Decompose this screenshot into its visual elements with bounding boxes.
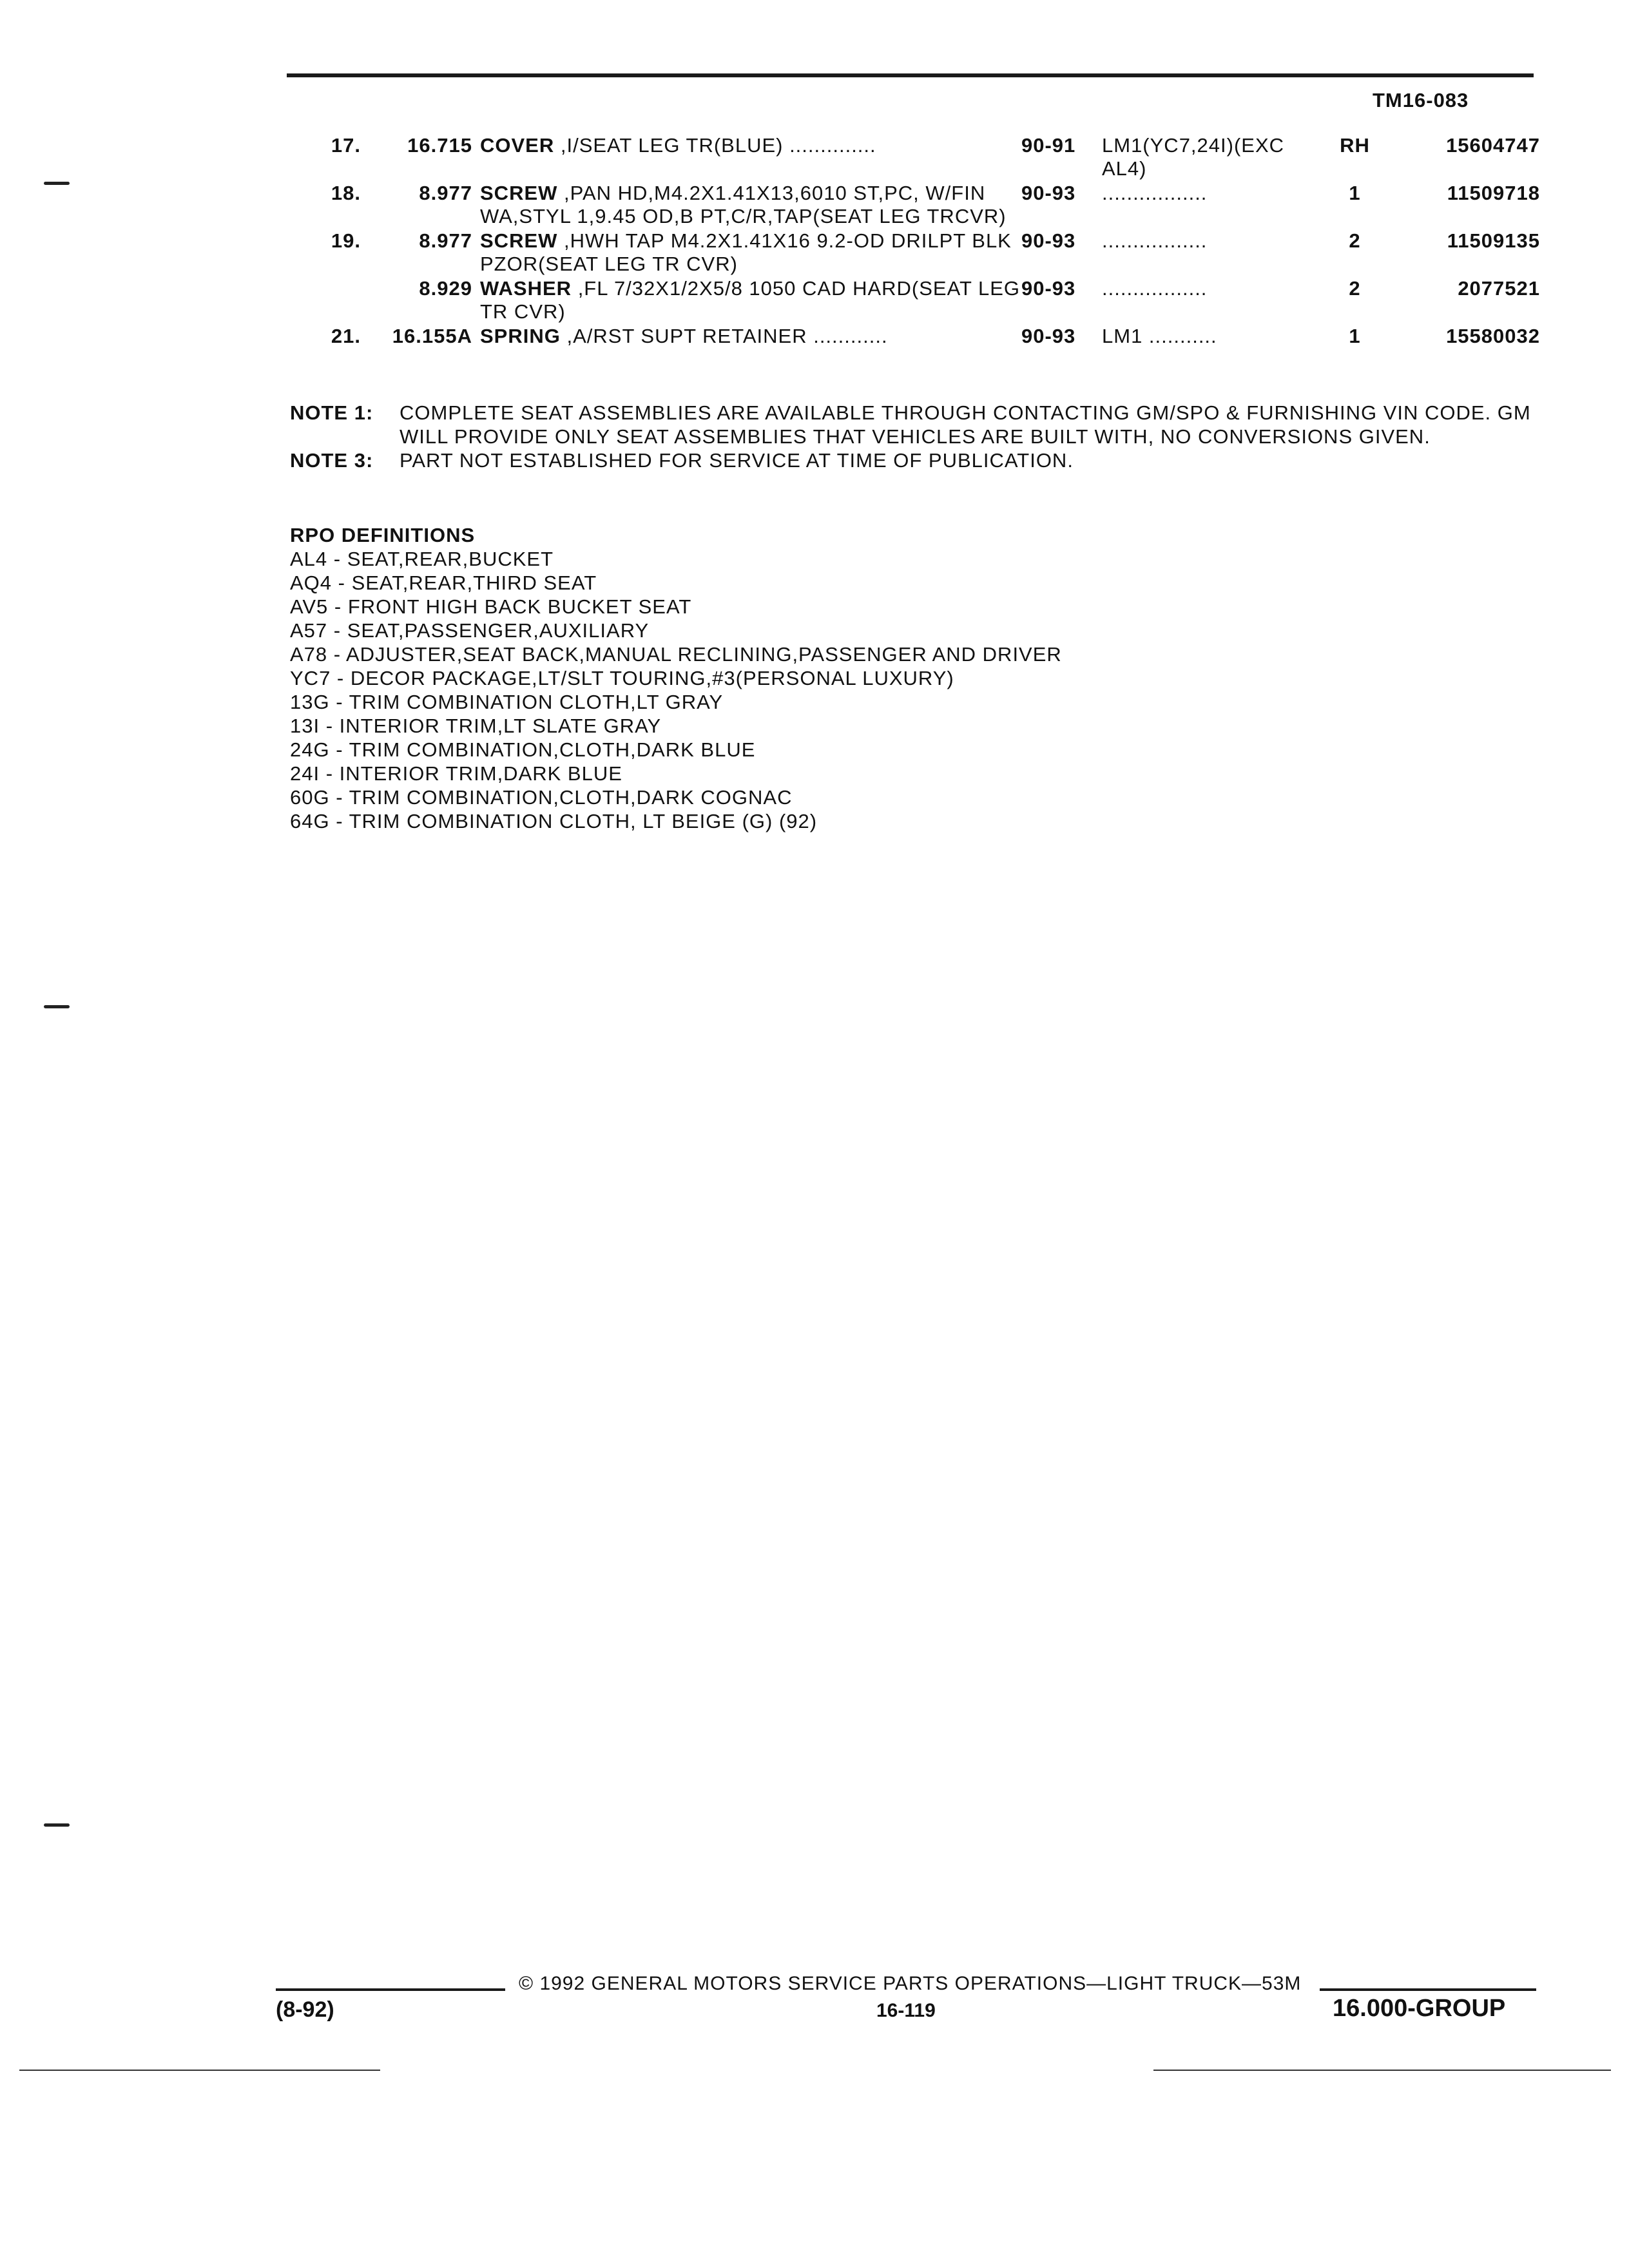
rpo-item: 13I - INTERIOR TRIM,LT SLATE GRAY [290, 715, 662, 737]
document-id: TM16-083 [1373, 89, 1469, 111]
fig-number: 17. [331, 134, 361, 157]
footer-copyright: © 1992 GENERAL MOTORS SERVICE PARTS OPERATIONS—LIGHT TRUCK—53M [519, 1973, 1302, 1994]
group-number: 8.929 [419, 277, 472, 300]
note-label: NOTE 3: [290, 449, 374, 472]
top-rule [287, 73, 1534, 77]
part-description [480, 325, 1021, 349]
fig-number: 19. [331, 229, 361, 252]
footer-group: 16.000-GROUP [1333, 1995, 1506, 2022]
rpo-item: AL4 - SEAT,REAR,BUCKET [290, 548, 554, 570]
part-name: WASHER [480, 277, 572, 300]
part-number: 2077521 [1458, 277, 1540, 300]
part-detail: ,HWH TAP M4.2X1.41X16 9.2-OD DRILPT BLK PZOR(SEAT LEG TR CVR) [480, 229, 1012, 275]
page-number: 16-119 [876, 2000, 936, 2021]
rpo-item: 64G - TRIM COMBINATION CLOTH, LT BEIGE (G) (92) [290, 810, 818, 832]
fig-number: 18. [331, 182, 361, 204]
part-number: 15580032 [1446, 325, 1540, 347]
footer-rule [1320, 1988, 1536, 1991]
binder-hole-mark [44, 1823, 70, 1827]
table-row [290, 182, 1540, 229]
parts-table [290, 134, 1540, 349]
part-description [480, 182, 1021, 229]
quantity: 1 [1349, 182, 1361, 204]
part-detail: ,PAN HD,M4.2X1.41X13,6010 ST,PC, W/FIN WA,STYL 1,9.45 OD,B PT,C/R,TAP(SEAT LEG TRCVR) [480, 182, 1007, 227]
usage-code: ................. [1102, 229, 1208, 252]
rpo-title: RPO DEFINITIONS [290, 524, 476, 546]
binder-hole-mark [44, 182, 70, 185]
quantity: 2 [1349, 229, 1361, 252]
part-name: COVER [480, 134, 555, 157]
part-number: 11509718 [1447, 182, 1540, 204]
usage-code: LM1(YC7,24I)(EXC AL4) [1102, 134, 1285, 180]
group-number: 8.977 [419, 229, 472, 252]
model-years: 90-93 [1021, 277, 1076, 300]
rpo-item: 24I - INTERIOR TRIM,DARK BLUE [290, 762, 622, 785]
fig-number: 21. [331, 325, 361, 347]
note-label: NOTE 1: [290, 401, 374, 424]
usage-code: ................. [1102, 182, 1208, 204]
part-detail: ,FL 7/32X1/2X5/8 1050 CAD HARD(SEAT LEG TR CVR) [480, 277, 1020, 323]
note-text: PART NOT ESTABLISHED FOR SERVICE AT TIME OF PUBLICATION. [400, 449, 1074, 472]
binder-hole-mark [44, 1005, 70, 1008]
rpo-item: 60G - TRIM COMBINATION,CLOTH,DARK COGNAC [290, 786, 793, 809]
quantity: RH [1340, 134, 1370, 157]
bottom-rule [1153, 2070, 1611, 2071]
note-item [290, 401, 1547, 448]
fig-number [290, 277, 374, 325]
bottom-rule [19, 2070, 380, 2071]
rpo-item: 24G - TRIM COMBINATION,CLOTH,DARK BLUE [290, 738, 756, 761]
note-text: COMPLETE SEAT ASSEMBLIES ARE AVAILABLE THROUGH CONTACTING GM/SPO & FURNISHING VIN CODE. GM WILL PROVIDE ONLY SEAT ASSEMBLIES THAT VEHICLES ARE BUILT WITH, NO CONVERSIONS GIVEN. [400, 401, 1531, 448]
rpo-item: A78 - ADJUSTER,SEAT BACK,MANUAL RECLINING,PASSENGER AND DRIVER [290, 643, 1062, 666]
rpo-item: AV5 - FRONT HIGH BACK BUCKET SEAT [290, 595, 692, 618]
footer-rule [276, 1988, 505, 1991]
part-description [480, 229, 1021, 277]
part-name: SCREW [480, 182, 558, 204]
table-row [290, 277, 1540, 325]
rpo-item: YC7 - DECOR PACKAGE,LT/SLT TOURING,#3(PERSONAL LUXURY) [290, 667, 954, 689]
rpo-item: A57 - SEAT,PASSENGER,AUXILIARY [290, 619, 650, 642]
table-row [290, 134, 1540, 182]
model-years: 90-93 [1021, 325, 1076, 347]
table-row [290, 325, 1540, 349]
model-years: 90-93 [1021, 182, 1076, 204]
rpo-item: 13G - TRIM COMBINATION CLOTH,LT GRAY [290, 691, 724, 713]
part-detail: ,I/SEAT LEG TR(BLUE) .............. [554, 134, 876, 157]
quantity: 1 [1349, 325, 1361, 347]
part-detail: ,A/RST SUPT RETAINER ............ [560, 325, 888, 347]
part-number: 11509135 [1447, 229, 1540, 252]
model-years: 90-91 [1021, 134, 1076, 157]
part-number: 15604747 [1446, 134, 1540, 157]
part-name: SCREW [480, 229, 558, 252]
quantity: 2 [1349, 277, 1361, 300]
table-row [290, 229, 1540, 277]
group-number: 16.715 [407, 134, 472, 157]
part-description [480, 277, 1021, 325]
part-name: SPRING [480, 325, 561, 347]
group-number: 16.155A [392, 325, 472, 347]
rpo-item: AQ4 - SEAT,REAR,THIRD SEAT [290, 572, 597, 594]
usage-code: LM1 ........... [1102, 325, 1217, 347]
group-number: 8.977 [419, 182, 472, 204]
part-description [480, 134, 1021, 182]
rpo-definitions [290, 523, 1514, 833]
note-item [290, 448, 1547, 472]
footer-date: (8-92) [276, 1997, 334, 2022]
notes-section [290, 401, 1547, 472]
model-years: 90-93 [1021, 229, 1076, 252]
usage-code: ................. [1102, 277, 1208, 300]
